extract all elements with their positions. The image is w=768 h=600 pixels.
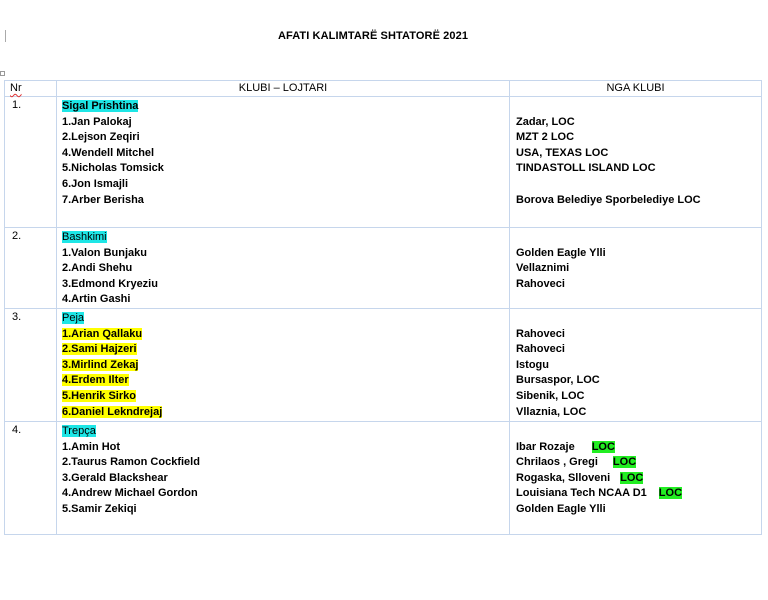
loc-tag: LOC bbox=[658, 487, 683, 500]
player: 3.Gerald Blackshear bbox=[62, 471, 168, 484]
from-club: Sibenik, LOC bbox=[516, 389, 585, 402]
club-name: Sigal Prishtina bbox=[62, 100, 139, 112]
from-club: Rogaska, Slloveni bbox=[516, 471, 611, 484]
from-club-cell bbox=[510, 97, 762, 228]
player: 1.Jan Palokaj bbox=[62, 115, 132, 128]
transfer-table bbox=[4, 80, 762, 535]
player: 3.Edmond Kryeziu bbox=[62, 277, 158, 290]
loc-tag: LOC bbox=[591, 440, 615, 453]
player: 6.Daniel Lekndrejaj bbox=[62, 405, 163, 418]
table-row bbox=[5, 228, 762, 309]
club-players-cell bbox=[57, 422, 510, 535]
from-club: USA, TEXAS LOC bbox=[516, 146, 609, 159]
table-move-handle[interactable] bbox=[0, 71, 5, 76]
from-club-cell bbox=[510, 422, 762, 535]
from-club: TINDASTOLL ISLAND LOC bbox=[516, 162, 656, 175]
row-number: 1. bbox=[5, 97, 57, 228]
from-club: Golden Eagle Ylli bbox=[516, 246, 606, 259]
from-club: Istogu bbox=[516, 358, 549, 371]
player: 4.Andrew Michael Gordon bbox=[62, 487, 198, 500]
player: 5.Samir Zekiqi bbox=[62, 502, 137, 515]
from-club: Golden Eagle Ylli bbox=[516, 502, 606, 515]
from-club: Borova Belediye Sporbelediye LOC bbox=[516, 193, 701, 206]
player: 2.Lejson Zeqiri bbox=[62, 131, 140, 144]
club-players-cell bbox=[57, 309, 510, 422]
from-club: Zadar, LOC bbox=[516, 115, 575, 128]
player: 4.Wendell Mitchel bbox=[62, 146, 155, 159]
from-club: Bursaspor, LOC bbox=[516, 374, 600, 387]
from-club-cell bbox=[510, 309, 762, 422]
player: 6.Jon Ismajli bbox=[62, 177, 129, 190]
header-club-players: KLUBI – LOJTARI bbox=[57, 81, 510, 97]
row-number: 3. bbox=[5, 309, 57, 422]
player: 4.Artin Gashi bbox=[62, 293, 131, 306]
player: 1.Valon Bunjaku bbox=[62, 246, 147, 259]
table-row bbox=[5, 422, 762, 535]
club-players-cell bbox=[57, 97, 510, 228]
from-club: Rahoveci bbox=[516, 343, 565, 356]
player: 5.Nicholas Tomsick bbox=[62, 162, 164, 175]
player: 2.Andi Shehu bbox=[62, 262, 133, 275]
player: 2.Taurus Ramon Cockfield bbox=[62, 456, 200, 469]
player: 4.Erdem Ilter bbox=[62, 374, 129, 387]
row-number: 2. bbox=[5, 228, 57, 309]
player: 7.Arber Berisha bbox=[62, 193, 144, 206]
club-name: Trepça bbox=[62, 425, 96, 437]
player: 1.Arian Qallaku bbox=[62, 327, 143, 340]
table-row bbox=[5, 309, 762, 422]
from-club: Chrilaos , Gregi bbox=[516, 456, 598, 469]
club-name: Bashkimi bbox=[62, 231, 107, 243]
table-row bbox=[5, 97, 762, 228]
player: 2.Sami Hajzeri bbox=[62, 343, 137, 356]
from-club: MZT 2 LOC bbox=[516, 131, 575, 144]
from-club: Rahoveci bbox=[516, 327, 565, 340]
club-players-cell bbox=[57, 228, 510, 309]
player: 5.Henrik Sirko bbox=[62, 389, 136, 402]
from-club: Vllaznia, LOC bbox=[516, 405, 587, 418]
from-club: Rahoveci bbox=[516, 277, 565, 290]
from-club bbox=[516, 177, 761, 193]
loc-tag: LOC bbox=[612, 456, 637, 469]
from-club: Ibar Rozaje bbox=[516, 440, 575, 453]
from-club: Vellaznimi bbox=[516, 262, 570, 275]
table-header-row bbox=[5, 81, 762, 97]
header-from-club: NGA KLUBI bbox=[510, 81, 762, 97]
document-title: AFATI KALIMTARË SHTATORË 2021 bbox=[277, 30, 469, 42]
club-name: Peja bbox=[62, 312, 85, 324]
player: 3.Mirlind Zekaj bbox=[62, 358, 139, 371]
loc-tag: LOC bbox=[620, 471, 644, 484]
header-nr: Nr bbox=[5, 81, 57, 97]
from-club: Louisiana Tech NCAA D1 bbox=[516, 487, 647, 500]
row-number: 4. bbox=[5, 422, 57, 535]
from-club-cell bbox=[510, 228, 762, 309]
player: 1.Amin Hot bbox=[62, 440, 121, 453]
